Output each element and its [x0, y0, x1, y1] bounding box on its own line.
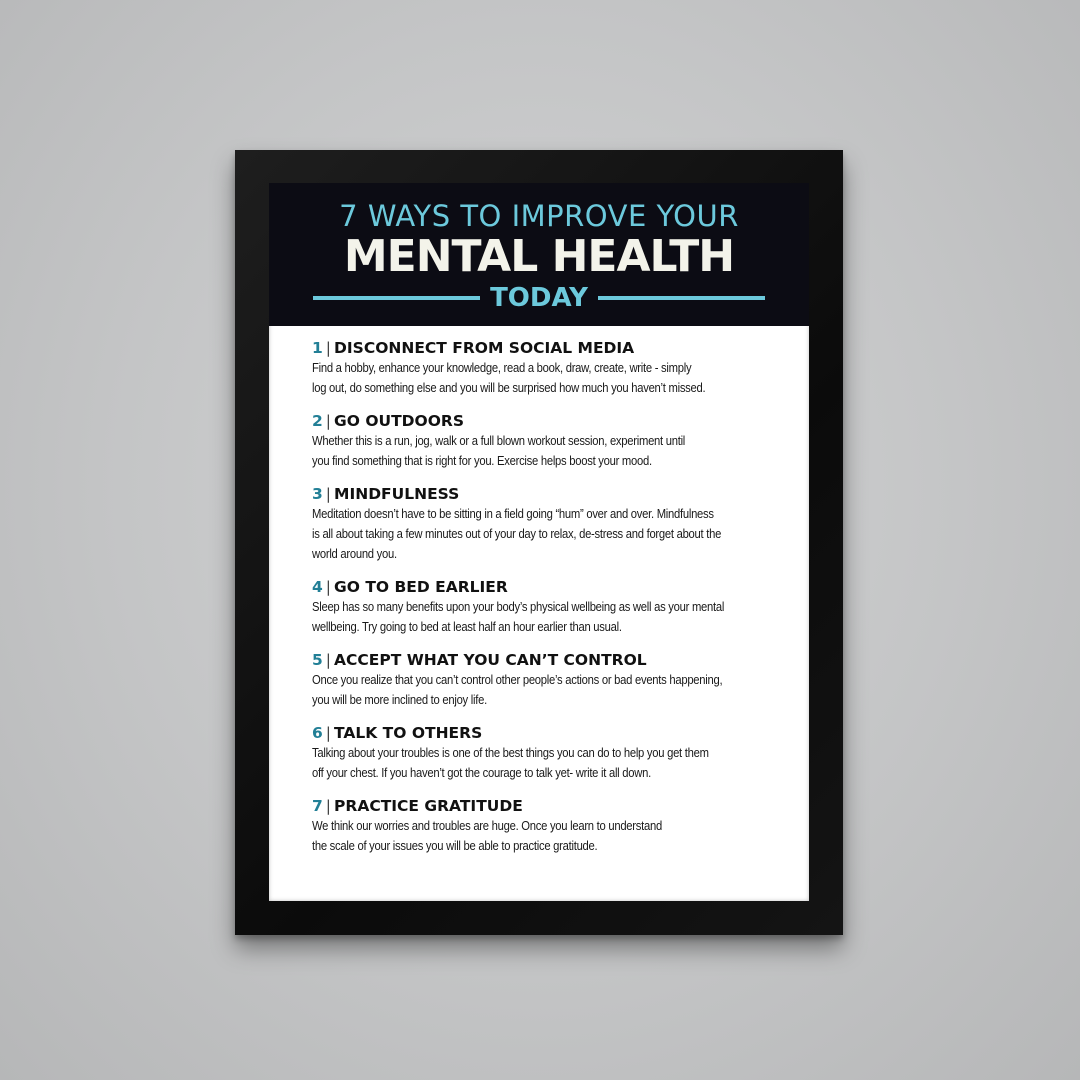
item-description: [312, 743, 782, 783]
title-line-2: MENTAL HEALTH: [343, 231, 735, 282]
description-line: the scale of your issues you will be able to practice gratitude.: [312, 839, 598, 853]
item-separator: |: [325, 724, 332, 742]
item-description: [312, 504, 782, 564]
item-separator: |: [325, 485, 332, 503]
description-line: We think our worries and troubles are huge. Once you learn to understand: [312, 819, 662, 833]
poster: [269, 183, 809, 901]
item-title: MINDFULNESS: [334, 485, 460, 503]
description-line: Once you realize that you can’t control other people’s actions or bad events happening,: [312, 673, 723, 687]
item-heading: [312, 484, 782, 504]
item-heading: [312, 650, 782, 670]
item-description: [312, 358, 782, 398]
list-item: [312, 577, 782, 637]
item-heading: [312, 723, 782, 743]
item-number: 2: [312, 412, 323, 430]
description-line: world around you.: [312, 547, 397, 561]
title-line-3-row: [313, 281, 765, 315]
title-banner: [269, 183, 809, 326]
item-heading: [312, 577, 782, 597]
list-item: [312, 411, 782, 471]
list-item: [312, 484, 782, 564]
item-separator: |: [325, 339, 332, 357]
list-item: [312, 796, 782, 856]
title-line-1: 7 WAYS TO IMPROVE YOUR: [339, 199, 739, 233]
item-description: [312, 816, 782, 856]
item-title: TALK TO OTHERS: [334, 724, 483, 742]
title-line-3: TODAY: [490, 283, 588, 313]
item-heading: [312, 338, 782, 358]
description-line: Sleep has so many benefits upon your body’s physical wellbeing as well as your mental: [312, 600, 725, 614]
item-separator: |: [325, 797, 332, 815]
description-line: Meditation doesn’t have to be sitting in a field going “hum” over and over. Mindfulness: [312, 507, 714, 521]
description-line: wellbeing. Try going to bed at least half an hour earlier than usual.: [312, 620, 622, 634]
item-number: 5: [312, 651, 323, 669]
item-number: 4: [312, 578, 323, 596]
item-title: PRACTICE GRATITUDE: [334, 797, 523, 815]
picture-frame: [235, 150, 843, 935]
left-divider-rule: [313, 296, 480, 300]
item-number: 1: [312, 339, 323, 357]
list-item: [312, 723, 782, 783]
item-separator: |: [325, 578, 332, 596]
item-number: 3: [312, 485, 323, 503]
description-line: Whether this is a run, jog, walk or a full blown workout session, experiment until: [312, 434, 686, 448]
item-heading: [312, 411, 782, 431]
list-item: [312, 338, 782, 398]
description-line: off your chest. If you haven’t got the courage to talk yet- write it all down.: [312, 766, 651, 780]
item-number: 6: [312, 724, 323, 742]
item-separator: |: [325, 412, 332, 430]
description-line: is all about taking a few minutes out of your day to relax, de-stress and forget about the: [312, 527, 722, 541]
description-line: Talking about your troubles is one of the best things you can do to help you get them: [312, 746, 709, 760]
item-heading: [312, 796, 782, 816]
item-title: GO OUTDOORS: [334, 412, 464, 430]
description-line: Find a hobby, enhance your knowledge, read a book, draw, create, write - simply: [312, 361, 692, 375]
item-description: [312, 597, 782, 637]
item-title: GO TO BED EARLIER: [334, 578, 508, 596]
item-description: [312, 431, 782, 471]
description-line: log out, do something else and you will be surprised how much you haven’t missed.: [312, 381, 706, 395]
item-description: [312, 670, 782, 710]
tips-list: [312, 338, 782, 869]
description-line: you find something that is right for you. Exercise helps boost your mood.: [312, 454, 652, 468]
right-divider-rule: [598, 296, 765, 300]
item-title: DISCONNECT FROM SOCIAL MEDIA: [334, 339, 635, 357]
description-line: you will be more inclined to enjoy life.: [312, 693, 487, 707]
list-item: [312, 650, 782, 710]
item-title: ACCEPT WHAT YOU CAN’T CONTROL: [334, 651, 647, 669]
item-separator: |: [325, 651, 332, 669]
item-number: 7: [312, 797, 323, 815]
